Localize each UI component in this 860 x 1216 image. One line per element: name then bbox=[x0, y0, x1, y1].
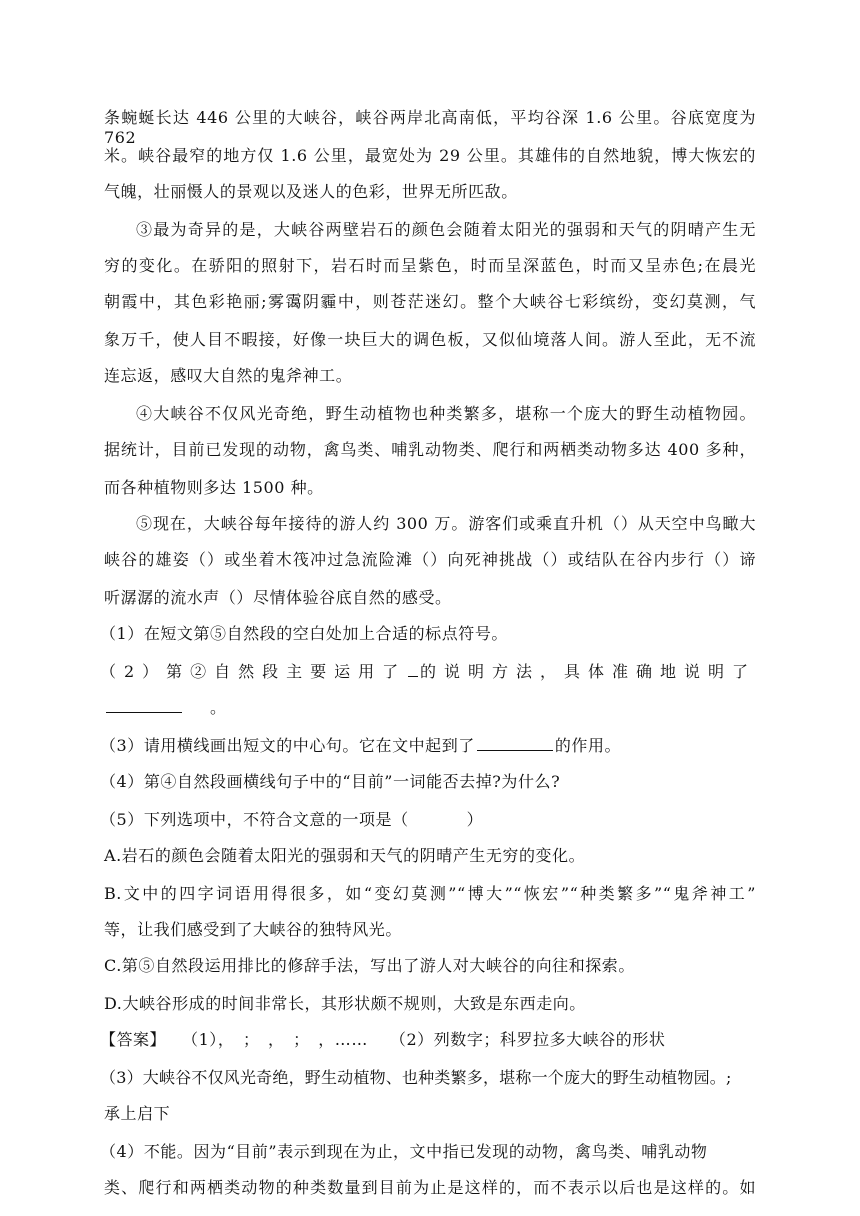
question-3 bbox=[100, 736, 752, 756]
question-5-text-a: （5）下列选项中，不符合文意的一项是（ bbox=[100, 810, 409, 829]
question-2-text-a: （2）第②自然段主要运用了 bbox=[100, 662, 407, 681]
passage-p3-line3: 朝霞中，其色彩艳丽;雾霭阴霾中，则苍茫迷幻。整个大峡谷七彩缤纷，变幻莫测，气 bbox=[104, 292, 756, 311]
option-d: D.大峡谷形成的时间非常长，其形状颇不规则，大致是东西走向。 bbox=[104, 994, 586, 1013]
passage-p3-line5: 连忘返，感叹大自然的鬼斧神工。 bbox=[104, 366, 353, 385]
question-1: （1）在短文第⑤自然段的空白处加上合适的标点符号。 bbox=[100, 624, 508, 643]
answer-line1 bbox=[100, 1030, 752, 1050]
question-3-text-a: （3）请用横线画出短文的中心句。它在文中起到了 bbox=[100, 736, 475, 755]
answer-4-line2: 类、爬行和两栖类动物的种类数量到目前为止是这样的，而不表示以后也是这样的。如 bbox=[104, 1178, 756, 1197]
passage-p5-line1: ⑤现在，大峡谷每年接待的游人约 300 万。游客们或乘直升机（）从天空中鸟瞰大 bbox=[136, 514, 756, 533]
passage-p4-line2: 据统计，目前已发现的动物，禽鸟类、哺乳动物类、爬行和两栖类动物多达 400 多种， bbox=[104, 440, 756, 459]
passage-p3-line2: 穷的变化。在骄阳的照射下，岩石时而呈紫色，时而呈深蓝色，时而又呈赤色;在晨光 bbox=[104, 256, 756, 275]
answer-2: （2）列数字；科罗拉多大峡谷的形状 bbox=[389, 1030, 666, 1049]
question-2 bbox=[100, 662, 756, 682]
passage-p5-line2: 峡谷的雄姿（）或坐着木筏冲过急流险滩（）向死神挑战（）或结队在谷内步行（）谛 bbox=[104, 550, 756, 569]
passage-p3-line4: 象万千，使人目不暇接，好像一块巨大的调色板，又似仙境落人间。游人至此，无不流 bbox=[104, 330, 756, 349]
question-4: （4）第④自然段画横线句子中的“目前”一词能否去掉?为什么? bbox=[100, 772, 561, 791]
answer-3-line2: 承上启下 bbox=[104, 1104, 171, 1123]
option-b-line1: B.文中的四字词语用得很多，如“变幻莫测”“博大”“恢宏”“种类繁多”“鬼斧神工” bbox=[104, 884, 756, 903]
question-5 bbox=[100, 810, 752, 830]
option-c: C.第⑤自然段运用排比的修辞手法，写出了游人对大峡谷的向往和探索。 bbox=[104, 956, 635, 975]
option-a: A.岩石的颜色会随着太阳光的强弱和天气的阴晴产生无穷的变化。 bbox=[104, 846, 586, 865]
passage-p4-line3: 而各种植物则多达 1500 种。 bbox=[104, 478, 324, 497]
passage-p3-line1: ③最为奇异的是，大峡谷两壁岩石的颜色会随着太阳光的强弱和天气的阴晴产生无 bbox=[136, 220, 756, 239]
answer-1: （1）， ； ， ； ，…… bbox=[182, 1030, 368, 1049]
question-2-blank-2[interactable] bbox=[106, 698, 182, 713]
answer-4-line1: （4）不能。因为“目前”表示到现在为止，文中指已发现的动物，禽鸟类、哺乳动物 bbox=[100, 1142, 708, 1161]
question-2-end: 。 bbox=[210, 698, 227, 717]
question-2-continued bbox=[104, 698, 756, 718]
question-2-text-b: 的说明方法，具体准确地说明了 bbox=[419, 662, 756, 681]
passage-p5-line3: 听潺潺的流水声（）尽情体验谷底自然的感受。 bbox=[104, 588, 452, 607]
passage-p2-line3: 气魄，壮丽慑人的景观以及迷人的色彩，世界无所匹敌。 bbox=[104, 182, 518, 201]
option-b-line2: 等，让我们感受到了大峡谷的独特风光。 bbox=[104, 920, 402, 939]
passage-p2-line2: 米。峡谷最窄的地方仅 1.6 公里，最宽处为 29 公里。其雄伟的自然地貌，博大恢宏的 bbox=[104, 146, 756, 165]
question-3-blank[interactable] bbox=[477, 736, 553, 751]
answer-label: 【答案】 bbox=[100, 1030, 167, 1049]
answer-3-line1: （3）大峡谷不仅风光奇绝，野生动植物、也种类繁多，堪称一个庞大的野生动植物园。; bbox=[100, 1068, 732, 1087]
question-2-blank-1[interactable] bbox=[408, 662, 418, 677]
question-5-text-b: ） bbox=[466, 810, 484, 829]
question-3-text-b: 的作用。 bbox=[554, 736, 622, 755]
passage-p2-line1: 条蜿蜒长达 446 公里的大峡谷，峡谷两岸北高南低，平均谷深 1.6 公里。谷底宽度为 762 bbox=[104, 108, 756, 147]
passage-p4-line1: ④大峡谷不仅风光奇绝，野生动植物也种类繁多，堪称一个庞大的野生动植物园。 bbox=[136, 404, 756, 423]
